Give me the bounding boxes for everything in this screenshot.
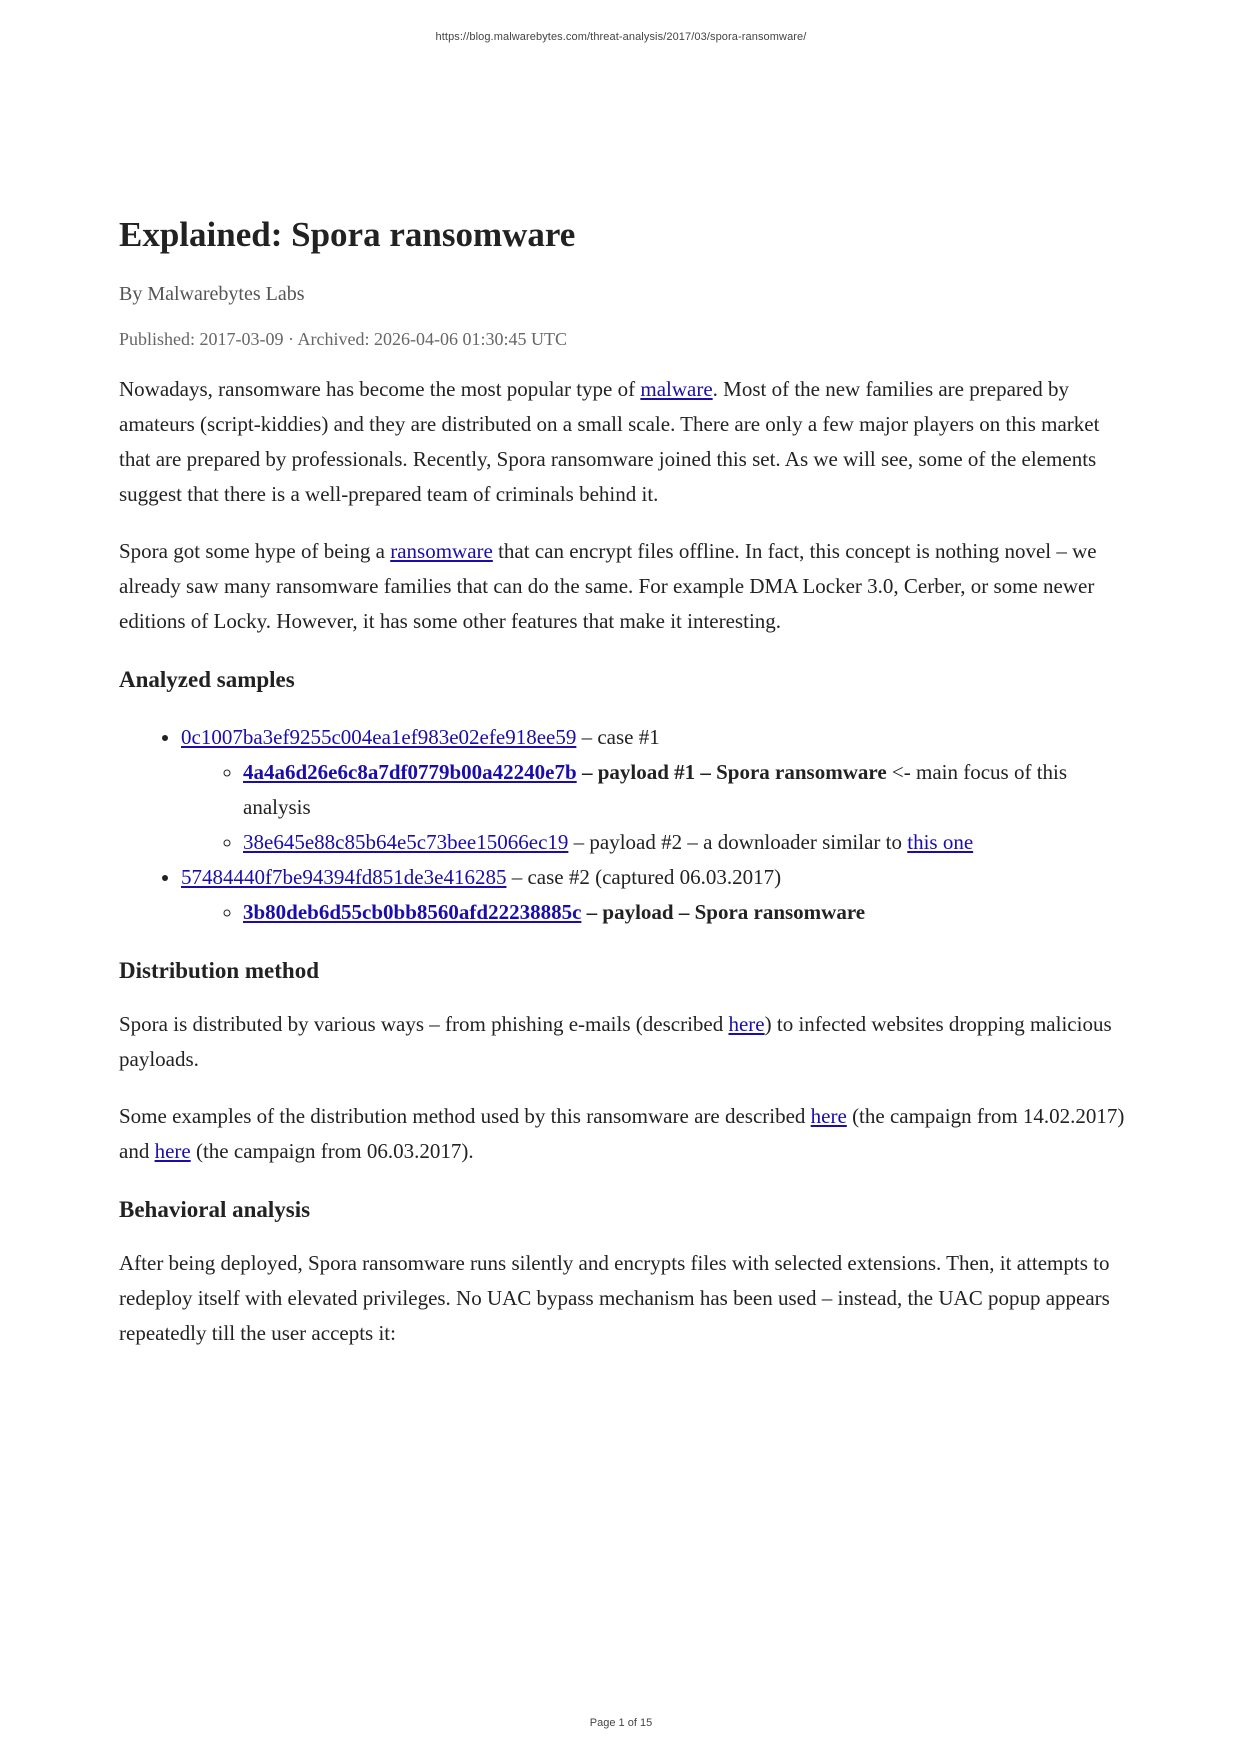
malware-link[interactable]: malware [640, 377, 713, 401]
distribution-paragraph-2 [119, 1099, 1129, 1169]
distribution-paragraph-1 [119, 1007, 1129, 1077]
this-one-link[interactable]: this one [907, 830, 974, 854]
article [119, 214, 1129, 1351]
text: Spora is distributed by various ways – from phishing e-mails (described [119, 1012, 729, 1036]
section-heading-behavior: Behavioral analysis [119, 1197, 311, 1222]
text: . Most of the new families are prepared by amateurs (script-kiddies) and they are distributed on a small scale. There are only a few major players on this market that are prepared by professionals. Recently, Spora ransomware joined this set. As we will see, some of the elements suggest that there is a well-prepared team of criminals behind it. [119, 377, 1100, 506]
byline: By Malwarebytes Labs [119, 283, 305, 305]
section-heading-samples: Analyzed samples [119, 667, 295, 692]
text: that can encrypt files offline. In fact, this concept is nothing novel – we already saw many ransomware families that can do the same. For example DMA Locker 3.0, Cerber, or some newer editions of Locky. However, it has some other features that make it interesting. [119, 539, 1097, 633]
text: (the campaign from 06.03.2017). [190, 1139, 474, 1163]
text: – case #2 (captured 06.03.2017) [506, 865, 782, 889]
sub-list [181, 895, 1129, 930]
sample-hash-link[interactable]: 4a4a6d26e6c8a7df0779b00a42240e7b [243, 760, 577, 784]
list-item [243, 895, 1129, 930]
list-item [243, 755, 1129, 825]
text: <- main focus of this analysis [243, 760, 1068, 819]
list-item [243, 825, 1129, 860]
text: Spora got some hype of being a [119, 539, 391, 563]
ransomware-link[interactable]: ransomware [390, 539, 493, 563]
sample-hash-link[interactable]: 38e645e88c85b64e5c73bee15066ec19 [243, 830, 569, 854]
sample-hash-link[interactable]: 3b80deb6d55cb0bb8560afd22238885c [243, 900, 582, 924]
section-heading-distribution: Distribution method [119, 958, 319, 983]
here-link[interactable]: here [728, 1012, 765, 1036]
here-link[interactable]: here [154, 1139, 191, 1163]
samples-list [119, 720, 1129, 930]
text: – case #1 [576, 725, 660, 749]
text: – payload #2 – a downloader similar to [568, 830, 908, 854]
sample-hash-link[interactable]: 0c1007ba3ef9255c004ea1ef983e02efe918ee59 [181, 725, 577, 749]
sample-hash-link[interactable]: 57484440f7be94394fd851de3e416285 [181, 865, 507, 889]
source-url: https://blog.malwarebytes.com/threat-analysis/2017/03/spora-ransomware/ [435, 31, 807, 43]
publish-meta: Published: 2017-03-09 · Archived: 2026-04-06 01:30:45 UTC [119, 329, 567, 349]
text: Some examples of the distribution method used by this ransomware are described [119, 1104, 811, 1128]
page-number: Page 1 of 15 [589, 1717, 653, 1729]
behavior-paragraph-1: After being deployed, Spora ransomware runs silently and encrypts files with selected extensions. Then, it attempts to redeploy itself with elevated privileges. No UAC bypass mechanism has been used – instead, the UAC popup appears repeatedly till the user accepts it: [119, 1251, 1110, 1345]
text: ) to infected websites dropping malicious payloads. [119, 1012, 1112, 1071]
text: (the campaign from 14.02.2017) and [119, 1104, 1125, 1163]
list-item [181, 860, 1129, 930]
text: – payload – Spora ransomware [581, 900, 866, 924]
intro-paragraph-1 [119, 372, 1129, 512]
text: Nowadays, ransomware has become the most popular type of [119, 377, 641, 401]
text: – payload #1 – Spora ransomware [576, 760, 887, 784]
intro-paragraph-2 [119, 534, 1129, 639]
page-title: Explained: Spora ransomware [119, 215, 576, 254]
here-link[interactable]: here [810, 1104, 847, 1128]
sub-list [181, 755, 1129, 860]
list-item [181, 720, 1129, 860]
